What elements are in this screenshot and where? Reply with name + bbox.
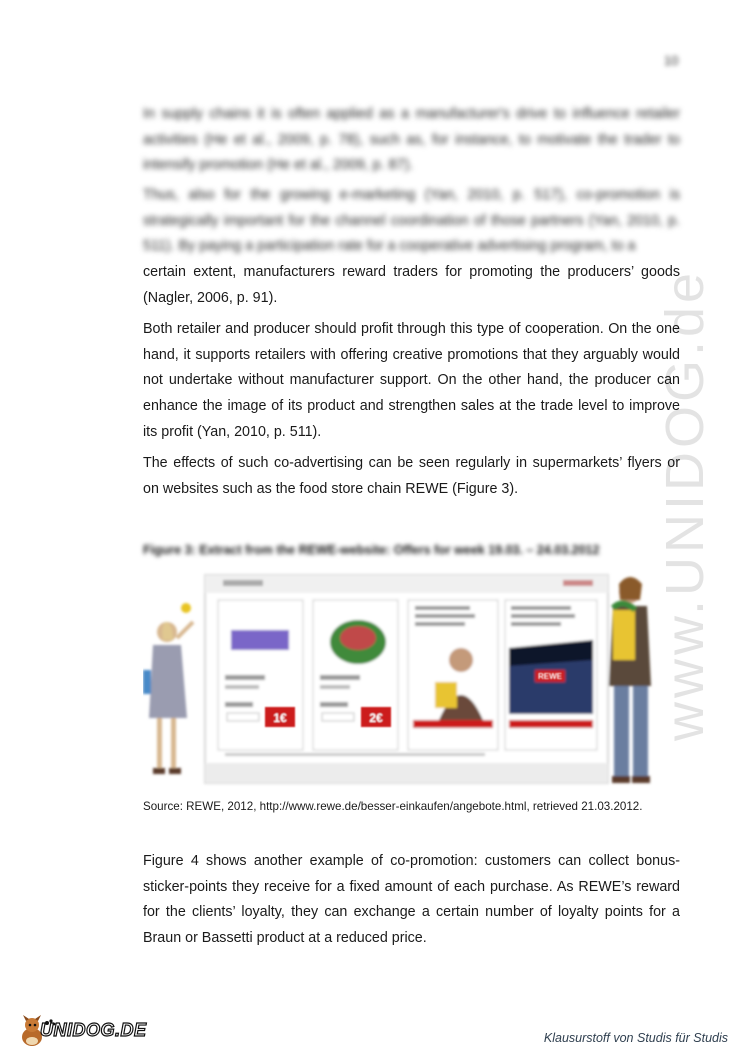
- paragraph-5: Figure 4 shows another example of co-promotion: customers can collect bonus-sticker-points they receive for a fixed amount of each purchase. As REWE’s reward for the clients’ loyalty, they can exchange a certain number of loyalty points for a Braun or Bassetti product at a reduced price.: [143, 853, 680, 947]
- watermark: [645, 270, 725, 740]
- price-tag-1-text: 1€: [273, 711, 287, 725]
- watermark-text: www.UNIDOG.de: [655, 268, 715, 742]
- paragraph-1-blurred: In supply chains it is often applied as a manufacturer's drive to influence retailer activities (He et al., 2009, p. 78), such as, for instance, to motivate the trader to intensify promotion (He et al., 2009, p. 87).: [143, 106, 680, 174]
- website-header-bar: [205, 575, 608, 593]
- footer-tagline: Klausurstoff von Studis für Studis: [543, 1031, 728, 1045]
- website-footer-bar: [205, 763, 608, 783]
- paragraph-2-visible: certain extent, manufacturers reward traders for promoting the producers’ goods (Nagler, 2006, p. 91).: [143, 264, 680, 306]
- figure-source: Source: REWE, 2012, http://www.rewe.de/besser-einkaufen/angebote.html, retrieved 21.03.2012.: [143, 800, 643, 813]
- paragraph-4: The effects of such co-advertising can be seen regularly in supermarkets’ flyers or on websites such as the food store chain REWE (Figure 3).: [143, 455, 680, 497]
- logo-text: UNIDOG.DE: [40, 1020, 147, 1040]
- figure-rewe-website: [143, 570, 683, 795]
- product-1-image: [231, 630, 289, 650]
- figure-illustration: [143, 570, 683, 795]
- paragraph-3: Both retailer and producer should profit through this type of cooperation. On the one hand, it supports retailers with offering creative promotions that they arguably would not undertake without manufacturer support. On the other hand, the producer can enhance the image of its product and strengthen sales at the trade level to improve its profit (Yan, 2010, p. 511).: [143, 321, 680, 440]
- paragraph-2-blurred: Thus, also for the growing e-marketing (Yan, 2010, p. 517), co-promotion is strategically important for the channel coordination of those partners (Yan, 2010, p. 511). By paying a participation rate for a cooperative advertising program, to a: [143, 187, 680, 255]
- girl-figure-dress: [149, 645, 187, 718]
- shopping-bag: [613, 610, 635, 660]
- page-number: 10: [664, 53, 679, 68]
- price-tag-2-text: 2€: [369, 711, 383, 725]
- store-sign-text: REWE: [538, 672, 562, 681]
- figure-caption: Figure 3: Extract from the REWE-website: Offers for week 19.03. – 24.03.2012: [143, 543, 600, 557]
